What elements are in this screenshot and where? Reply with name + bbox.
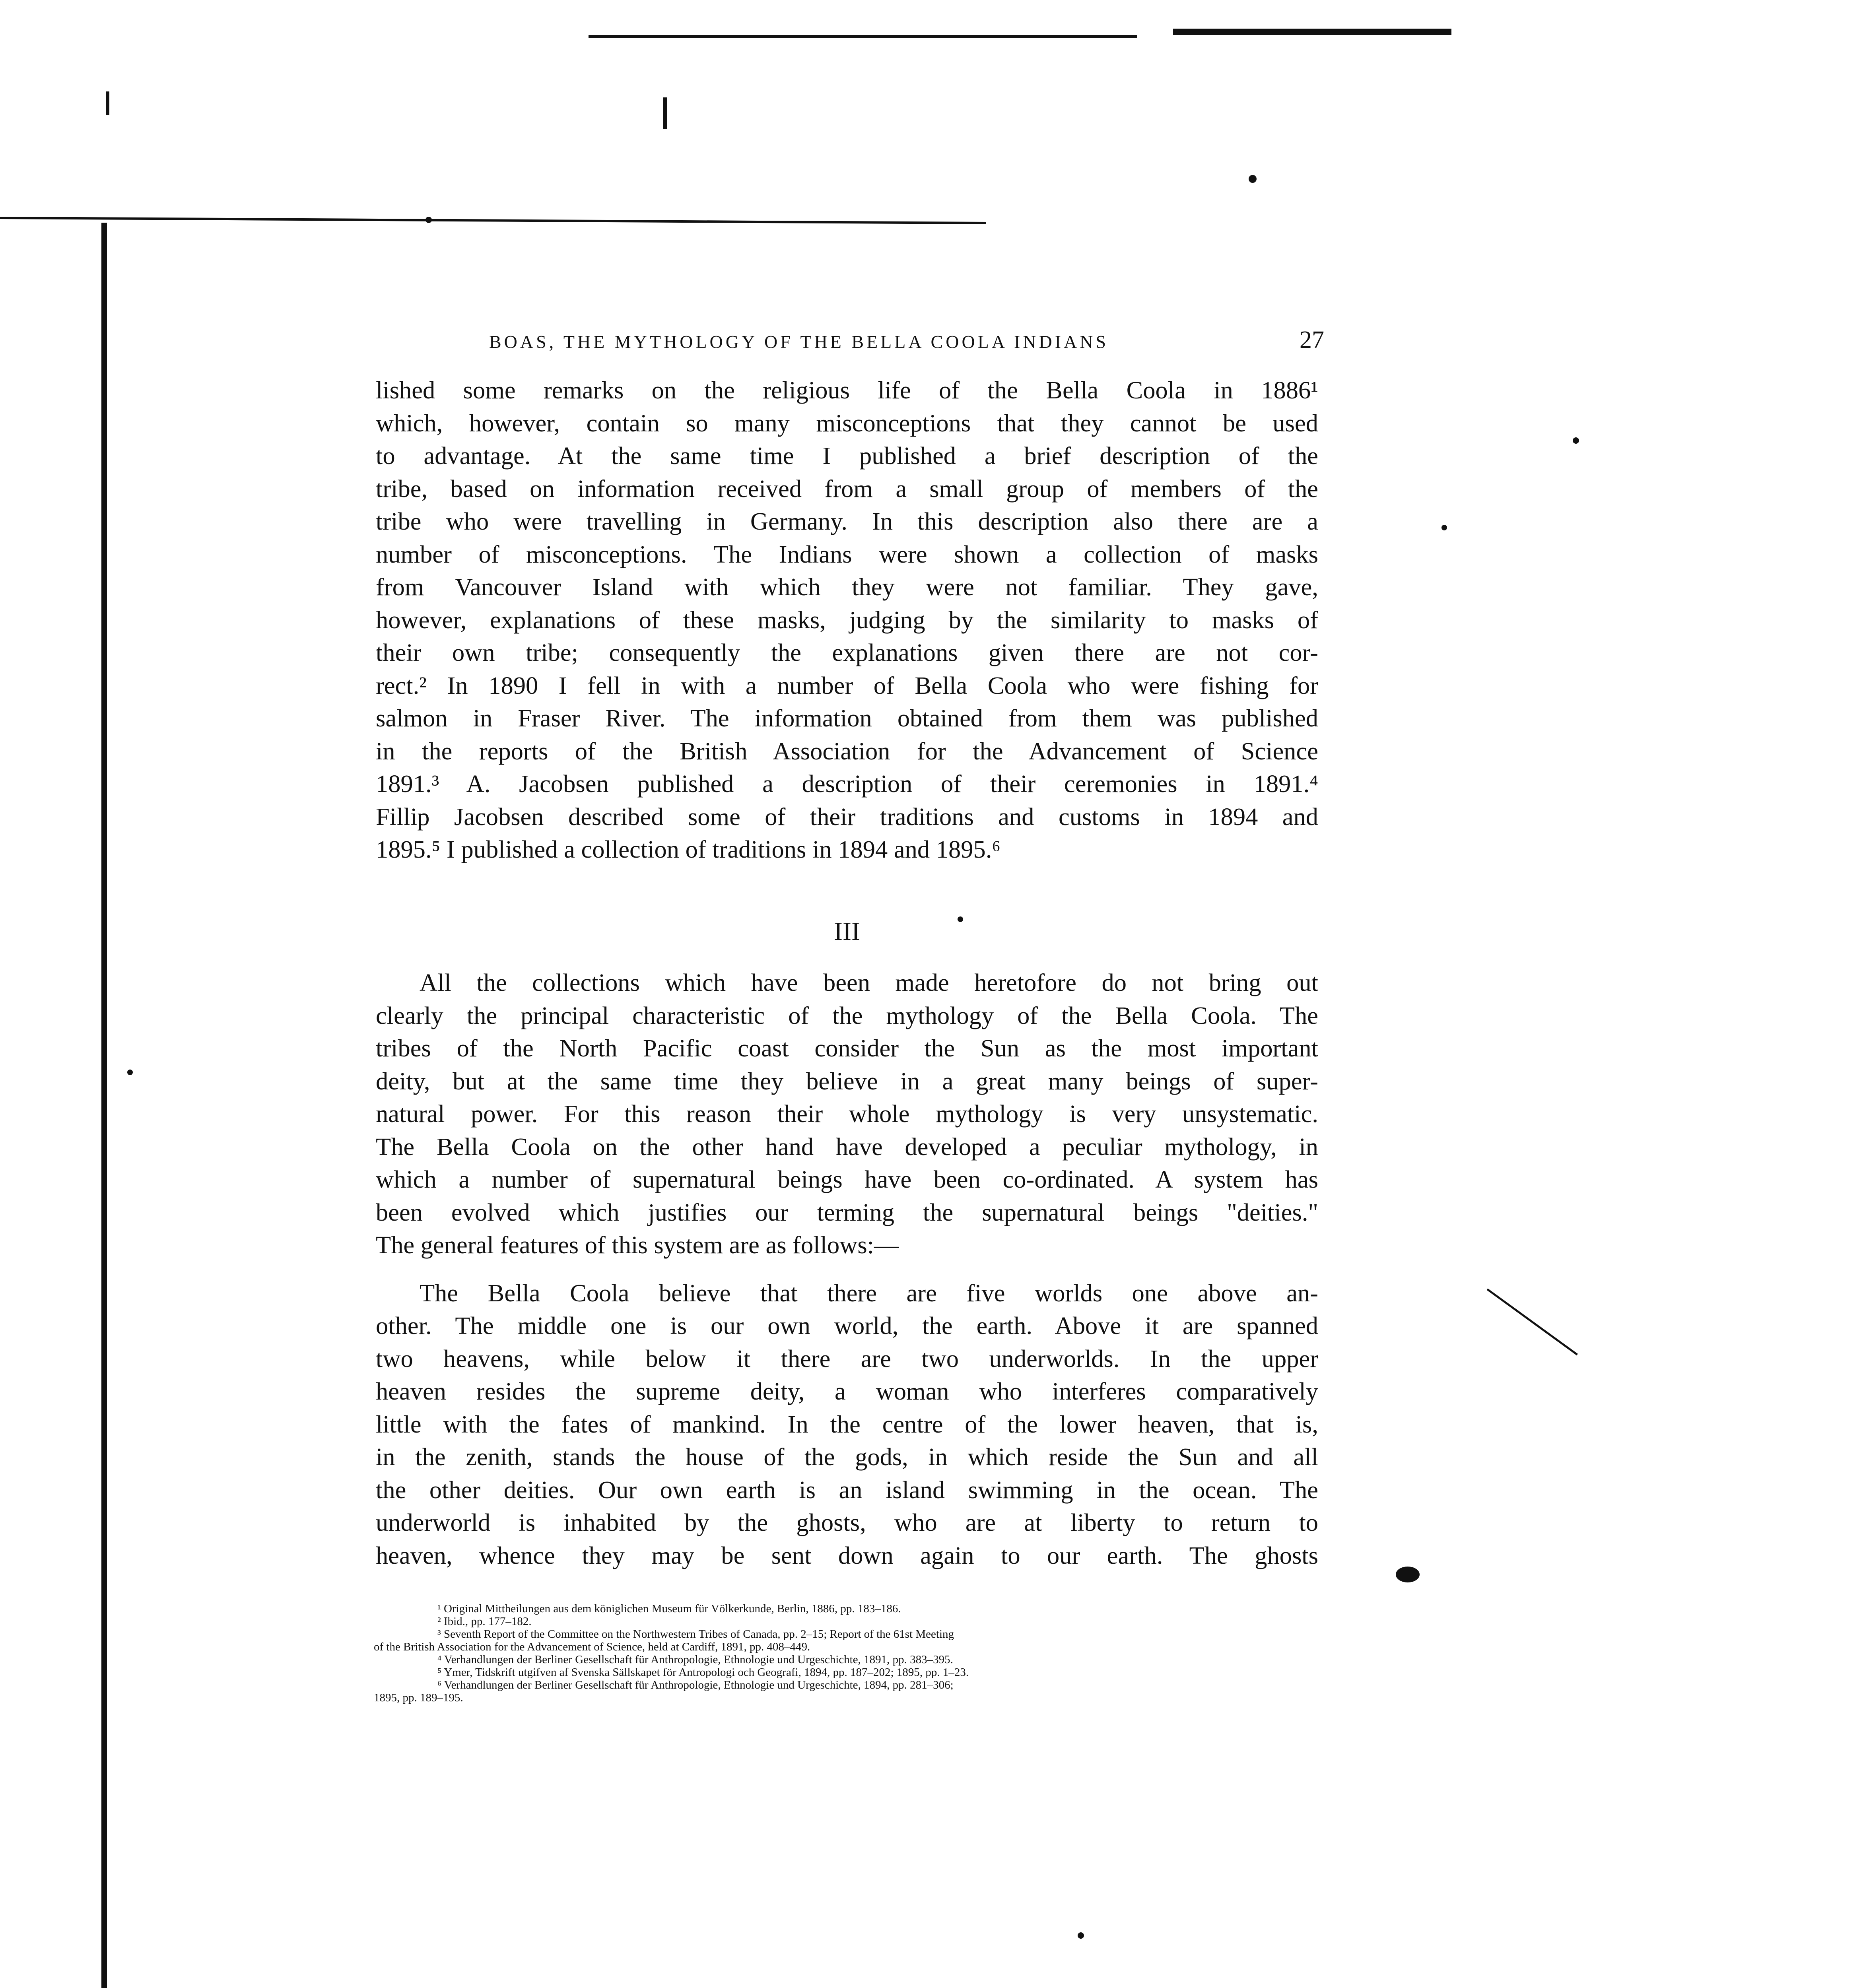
footnote: ⁶ Verhandlungen der Berliner Gesellschaft für Anthropologie, Ethnologie und Urgeschichte, 1894, pp. 281–306;	[437, 1679, 954, 1691]
text-line: clearly the principal characteristic of the mythology of the Bella Coola. The	[376, 1001, 1318, 1029]
left-margin-rule	[101, 223, 107, 1988]
running-head-title: BOAS, THE MYTHOLOGY OF THE BELLA COOLA INDIANS	[489, 332, 1109, 352]
stray-mark	[663, 97, 667, 129]
text-line: lished some remarks on the religious life of the Bella Coola in 1886¹	[376, 376, 1318, 404]
footnote: 1895, pp. 189–195.	[374, 1691, 463, 1704]
diagonal-stroke	[1487, 1288, 1578, 1355]
footnotes	[374, 1602, 1320, 1704]
speck	[1573, 437, 1579, 444]
section-heading: III	[834, 917, 860, 946]
speck	[1249, 175, 1257, 183]
footnote: of the British Association for the Advancement of Science, held at Cardiff, 1891, pp. 408–449.	[374, 1640, 810, 1653]
text-line: their own tribe; consequently the explanations given there are not cor-	[376, 639, 1318, 666]
text-line: to advantage. At the same time I published a brief description of the	[376, 442, 1318, 470]
speck	[127, 1070, 133, 1075]
text-line: little with the fates of mankind. In the centre of the lower heaven, that is,	[376, 1410, 1318, 1438]
text-line: 1895.⁵ I published a collection of traditions in 1894 and 1895.⁶	[376, 835, 1001, 863]
text-line: two heavens, while below it there are two underworlds. In the upper	[376, 1344, 1318, 1373]
speck	[1441, 525, 1447, 530]
text-line: The general features of this system are as follows:—	[376, 1231, 899, 1259]
text-line: the other deities. Our own earth is an island swimming in the ocean. The	[376, 1475, 1318, 1504]
text-line: heaven resides the supreme deity, a woman who interferes comparatively	[376, 1377, 1318, 1405]
text-line: salmon in Fraser River. The information obtained from them was published	[376, 704, 1318, 732]
text-line: The Bella Coola on the other hand have developed a peculiar mythology, in	[376, 1132, 1318, 1161]
text-line: 1891.³ A. Jacobsen published a description of their ceremonies in 1891.⁴	[376, 770, 1318, 798]
text-line: other. The middle one is our own world, the earth. Above it are spanned	[376, 1312, 1318, 1340]
footnote: ⁵ Ymer, Tidskrift utgifven af Svenska Sällskapet för Antropologi och Geografi, 1894, pp. 187–202; 1895, pp. 1–23.	[437, 1666, 969, 1679]
text-line: All the collections which have been made heretofore do not bring out	[420, 969, 1318, 996]
speck	[1396, 1567, 1420, 1582]
stray-mark	[106, 91, 109, 115]
text-line: which, however, contain so many misconceptions that they cannot be used	[376, 409, 1318, 437]
text-line: Fillip Jacobsen described some of their traditions and customs in 1894 and	[376, 802, 1318, 831]
text-line: tribe who were travelling in Germany. In this description also there are a	[376, 507, 1318, 535]
text-line: however, explanations of these masks, judging by the similarity to masks of	[376, 606, 1318, 634]
text-line: underworld is inhabited by the ghosts, who are at liberty to return to	[376, 1508, 1318, 1536]
text-line: which a number of supernatural beings have been co-ordinated. A system has	[376, 1165, 1318, 1193]
text-line: tribes of the North Pacific coast consider the Sun as the most important	[376, 1034, 1318, 1062]
text-line: natural power. For this reason their whole mythology is very unsystematic.	[376, 1100, 1318, 1128]
text-line: The Bella Coola believe that there are five worlds one above an-	[420, 1279, 1318, 1307]
intro-paragraph	[376, 374, 1318, 866]
text-line: deity, but at the same time they believe in a great many beings of super-	[376, 1067, 1318, 1095]
text-line: in the reports of the British Association for the Advancement of Science	[376, 737, 1318, 765]
text-line: from Vancouver Island with which they were not familiar. They gave,	[376, 573, 1318, 601]
text-line: number of misconceptions. The Indians were shown a collection of masks	[376, 540, 1318, 568]
speck	[1078, 1932, 1084, 1939]
footnote: ⁴ Verhandlungen der Berliner Gesellschaft für Anthropologie, Ethnologie und Urgeschichte, 1891, pp. 383–395.	[437, 1653, 953, 1666]
footnote: ³ Seventh Report of the Committee on the Northwestern Tribes of Canada, pp. 2–15; Report of the 61st Meeting	[437, 1628, 954, 1640]
text-line: in the zenith, stands the house of the gods, in which reside the Sun and all	[376, 1443, 1318, 1471]
footnote: ¹ Original Mittheilungen aus dem königlichen Museum für Völkerkunde, Berlin, 1886, pp. 183–186.	[437, 1602, 901, 1615]
paragraph-gap	[376, 1262, 1318, 1277]
speck	[425, 217, 432, 223]
text-line: heaven, whence they may be sent down again to our earth. The ghosts	[376, 1541, 1318, 1569]
page-number: 27	[1300, 326, 1324, 353]
cut-line	[0, 217, 986, 224]
running-header	[489, 326, 1324, 354]
text-line: tribe, based on information received from a small group of members of the	[376, 474, 1318, 503]
top-rule-right	[1173, 29, 1451, 35]
top-rule-left	[589, 35, 1137, 38]
section-body	[376, 966, 1318, 1572]
text-line: been evolved which justifies our terming the supernatural beings "deities."	[376, 1198, 1318, 1226]
footnote: ² Ibid., pp. 177–182.	[437, 1615, 532, 1628]
text-line: rect.² In 1890 I fell in with a number of Bella Coola who were fishing for	[376, 671, 1318, 699]
